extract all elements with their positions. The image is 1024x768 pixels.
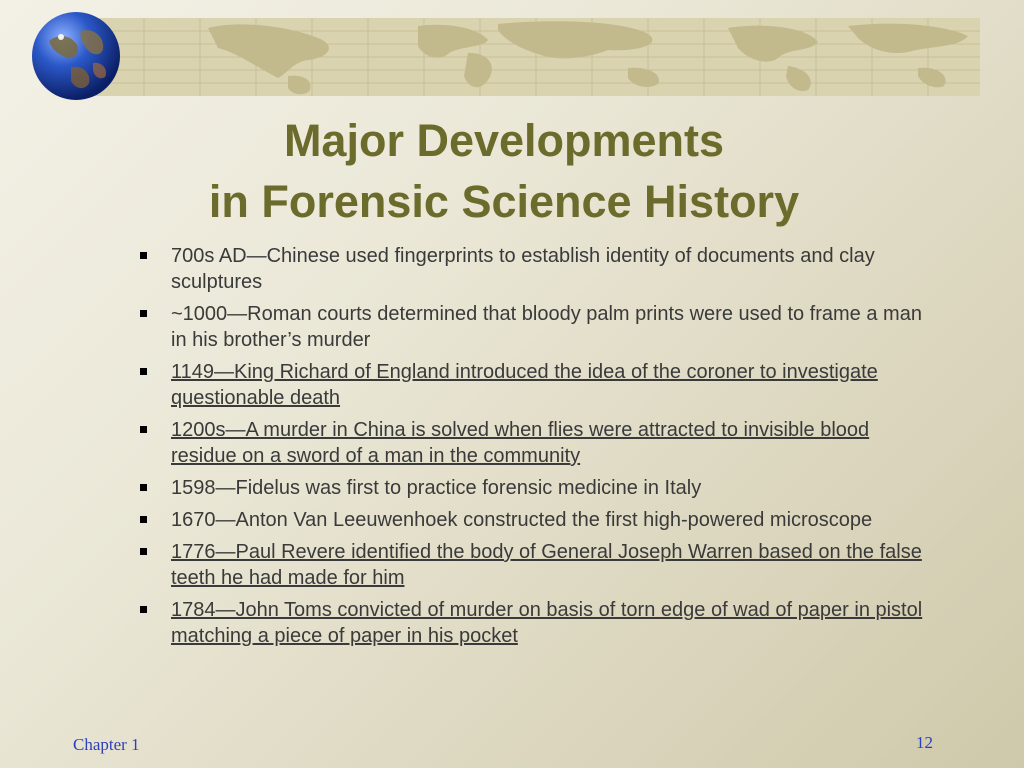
- bullet-link-text[interactable]: 1776—Paul Revere identified the body of General Joseph Warren based on the false teeth he had made for him: [171, 541, 922, 589]
- bullet-square-icon: [140, 252, 147, 259]
- bullet-item[interactable]: [138, 417, 938, 469]
- bullet-item[interactable]: [138, 539, 938, 591]
- bullet-square-icon: [140, 368, 147, 375]
- bullet-text: 1598—Fidelus was first to practice forensic medicine in Italy: [171, 477, 702, 499]
- bullet-square-icon: [140, 548, 147, 555]
- bullet-list: [138, 243, 938, 655]
- bullet-square-icon: [140, 484, 147, 491]
- bullet-item[interactable]: [138, 359, 938, 411]
- bullet-text: 700s AD—Chinese used fingerprints to establish identity of documents and clay sculptures: [171, 245, 875, 293]
- bullet-square-icon: [140, 606, 147, 613]
- bullet-text: 1670—Anton Van Leeuwenhoek constructed the first high-powered microscope: [171, 509, 873, 531]
- bullet-link-text[interactable]: 1784—John Toms convicted of murder on basis of torn edge of wad of paper in pistol matching a piece of paper in his pocket: [171, 599, 923, 647]
- bullet-square-icon: [140, 310, 147, 317]
- bullet-square-icon: [140, 516, 147, 523]
- world-map-icon: [88, 18, 980, 96]
- bullet-link-text[interactable]: 1200s—A murder in China is solved when flies were attracted to invisible blood residue on a sword of a man in the community: [171, 419, 870, 467]
- footer-page-number: 12: [916, 733, 933, 752]
- bullet-item: [138, 243, 938, 295]
- bullet-link-text[interactable]: 1149—King Richard of England introduced the idea of the coroner to investigate questionable death: [171, 361, 878, 409]
- bullet-item: [138, 507, 938, 533]
- footer-chapter: Chapter 1: [73, 735, 140, 754]
- bullet-text: ~1000—Roman courts determined that bloody palm prints were used to frame a man in his brother’s murder: [171, 303, 922, 351]
- slide-title-line2: in Forensic Science History: [208, 176, 800, 227]
- bullet-item: [138, 301, 938, 353]
- bullet-square-icon: [140, 426, 147, 433]
- bullet-item: [138, 475, 938, 501]
- slide-title-line1: Major Developments: [283, 115, 725, 166]
- bullet-item[interactable]: [138, 597, 938, 649]
- globe-icon: [31, 11, 121, 101]
- world-map-banner: [88, 18, 980, 96]
